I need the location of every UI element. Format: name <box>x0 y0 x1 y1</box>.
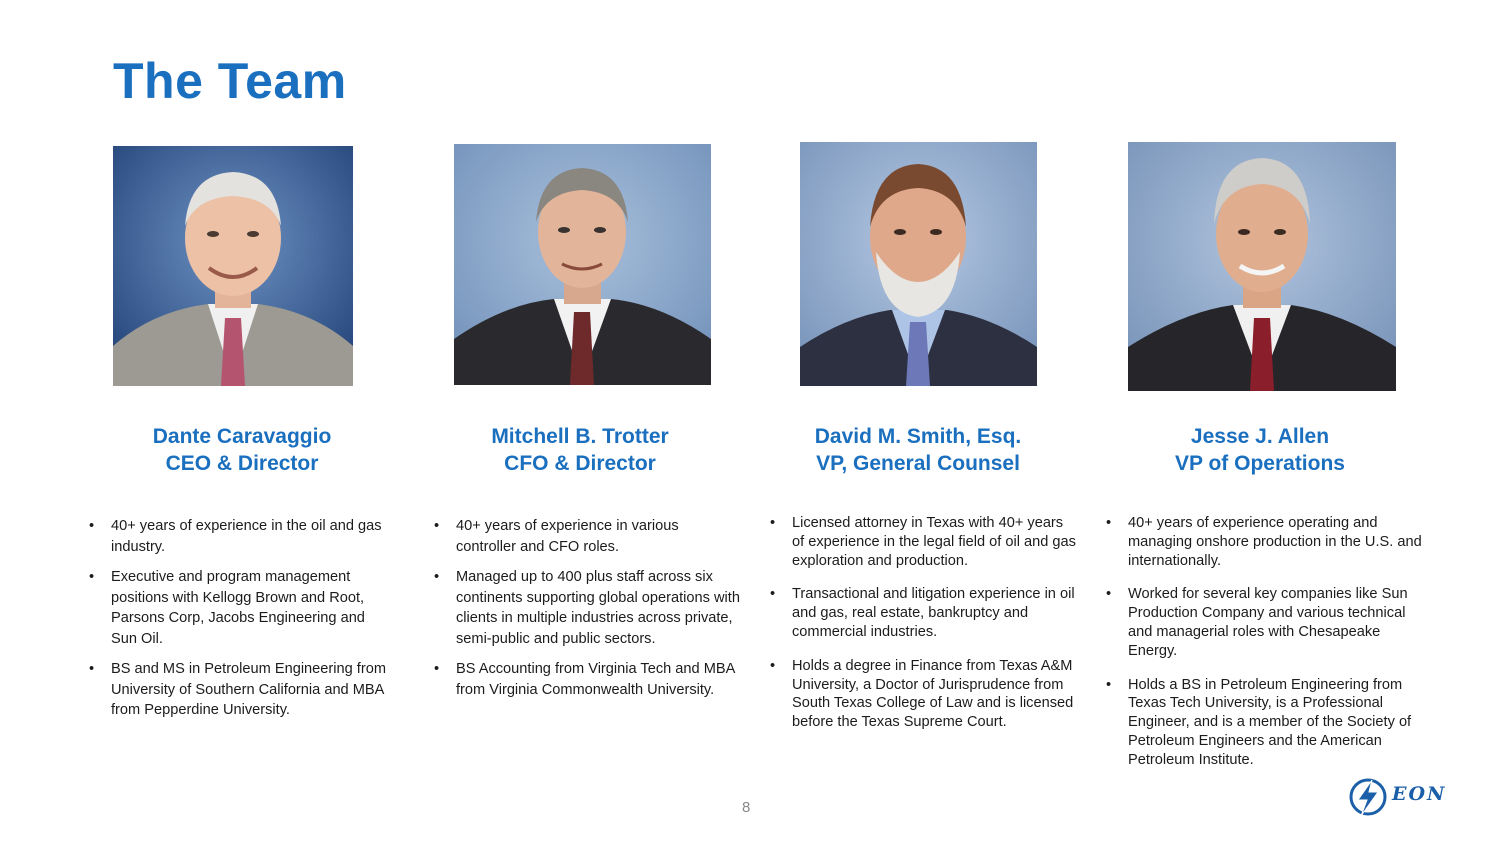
member-bullets <box>432 516 742 710</box>
portrait-photo-david-smith <box>800 142 1037 386</box>
member-bullets <box>768 514 1078 747</box>
bullet-item: • Executive and program management positions with Kellogg Brown and Root, Parsons Corp, Jacobs Engineering and Sun Oil. <box>87 567 392 649</box>
member-bullets <box>87 516 392 731</box>
member-name: Jesse J. Allen <box>1190 425 1330 448</box>
company-logo-text: EON <box>1392 783 1447 805</box>
member-name: David M. Smith, Esq. <box>814 425 1022 448</box>
member-name-block <box>410 423 750 477</box>
portrait-photo-jesse-allen <box>1128 142 1396 391</box>
member-role: CEO & Director <box>165 452 319 475</box>
portrait-photo-dante-caravaggio <box>113 146 353 386</box>
member-role: CFO & Director <box>504 452 656 475</box>
portrait-photo-mitchell-trotter <box>454 144 711 385</box>
bullet-item: • Transactional and litigation experience in oil and gas, real estate, bankruptcy and commercial industries. <box>768 585 1078 641</box>
member-name-block <box>748 423 1088 477</box>
slide-title: The Team <box>113 53 347 109</box>
bullet-item: • 40+ years of experience in the oil and gas industry. <box>87 516 392 557</box>
bullet-item: • BS Accounting from Virginia Tech and MBA from Virginia Commonwealth University. <box>432 659 742 700</box>
bullet-item: • BS and MS in Petroleum Engineering from University of Southern California and MBA from Pepperdine University. <box>87 659 392 721</box>
bullet-item: • Holds a BS in Petroleum Engineering from Texas Tech University, is a Professional Engineer, and is a member of the Society of Petroleum Engineers and the American Petroleum Institute. <box>1104 676 1424 770</box>
member-name-block <box>72 423 412 477</box>
member-name-block <box>1090 423 1430 477</box>
bullet-item: • Holds a degree in Finance from Texas A&M University, a Doctor of Jurisprudence from South Texas College of Law and is licensed before the Texas Supreme Court. <box>768 657 1078 732</box>
bullet-item: • 40+ years of experience in various controller and CFO roles. <box>432 516 742 557</box>
member-name: Mitchell B. Trotter <box>491 425 669 448</box>
bullet-item: • Worked for several key companies like Sun Production Company and various technical and managerial roles with Chesapeake Energy. <box>1104 585 1424 660</box>
member-role: VP, General Counsel <box>816 452 1020 475</box>
member-name: Dante Caravaggio <box>152 425 332 448</box>
bullet-item: • 40+ years of experience operating and managing onshore production in the U.S. and internationally. <box>1104 514 1424 570</box>
bullet-item: • Managed up to 400 plus staff across six continents supporting global operations with clients in multiple industries across private, semi-public and public sectors. <box>432 567 742 649</box>
member-role: VP of Operations <box>1175 452 1345 475</box>
member-bullets <box>1104 514 1424 785</box>
page-number: 8 <box>742 799 751 816</box>
bullet-item: • Licensed attorney in Texas with 40+ years of experience in the legal field of oil and gas exploration and production. <box>768 514 1078 570</box>
